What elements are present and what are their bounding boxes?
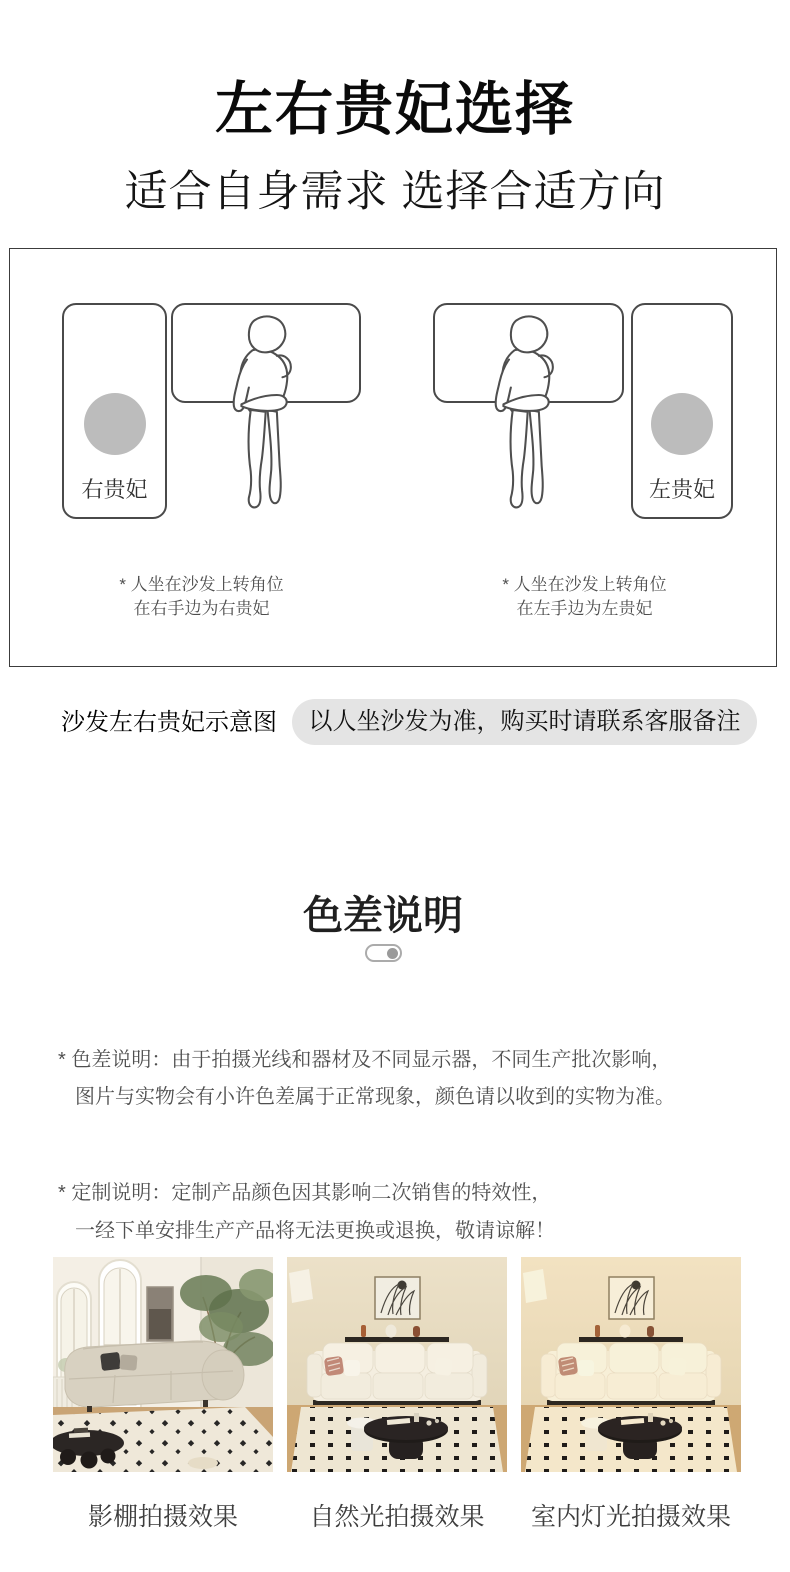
studio-photo [53, 1257, 273, 1472]
customer-service-note-badge: 以人坐沙发为准，购买时请联系客服备注 [292, 699, 757, 745]
right-diagram-caption-line2: 在左手边为左贵妃 [516, 599, 653, 618]
left-chaise-block [631, 303, 733, 519]
right-chaise-label: 右贵妃 [81, 477, 148, 502]
right-chaise-block [62, 303, 167, 519]
page-title: 左右贵妃选择 [214, 77, 575, 142]
color-note-line2: 图片与实物会有小许色差属于正常现象，颜色请以收到的实物为准。 [75, 1086, 675, 1108]
person-figure [481, 306, 565, 512]
color-note-section-title: 色差说明 [303, 894, 463, 938]
indoor-light-photo-caption: 室内灯光拍摄效果 [530, 1503, 731, 1531]
studio-photo-caption: 影棚拍摄效果 [87, 1503, 238, 1531]
color-note-line1: * 色差说明：由于拍摄光线和器材及不同显示器，不同生产批次影响， [58, 1049, 672, 1071]
person-figure [219, 306, 303, 512]
indoor-light-photo [521, 1257, 741, 1472]
toggle-icon [365, 944, 402, 962]
diagram-note-label: 沙发左右贵妃示意图 [61, 710, 277, 736]
page-subtitle: 适合自身需求 选择合适方向 [124, 168, 666, 216]
left-chaise-label: 左贵妃 [648, 477, 715, 502]
pillow-circle [651, 393, 713, 455]
toggle-dot-icon [387, 948, 398, 959]
custom-note-line2: 一经下单安排生产产品将无法更换或退换，敬请谅解！ [75, 1220, 555, 1242]
chaise-direction-diagram [9, 248, 777, 667]
natural-light-photo [287, 1257, 507, 1472]
right-diagram-caption-line1: * 人坐在沙发上转角位 [502, 575, 667, 594]
left-diagram-caption-line2: 在右手边为右贵妃 [133, 599, 270, 618]
pillow-circle [84, 393, 146, 455]
natural-light-photo-caption: 自然光拍摄效果 [309, 1503, 485, 1531]
custom-note-line1: * 定制说明：定制产品颜色因其影响二次销售的特效性， [58, 1182, 552, 1204]
left-diagram-caption-line1: * 人坐在沙发上转角位 [119, 575, 284, 594]
